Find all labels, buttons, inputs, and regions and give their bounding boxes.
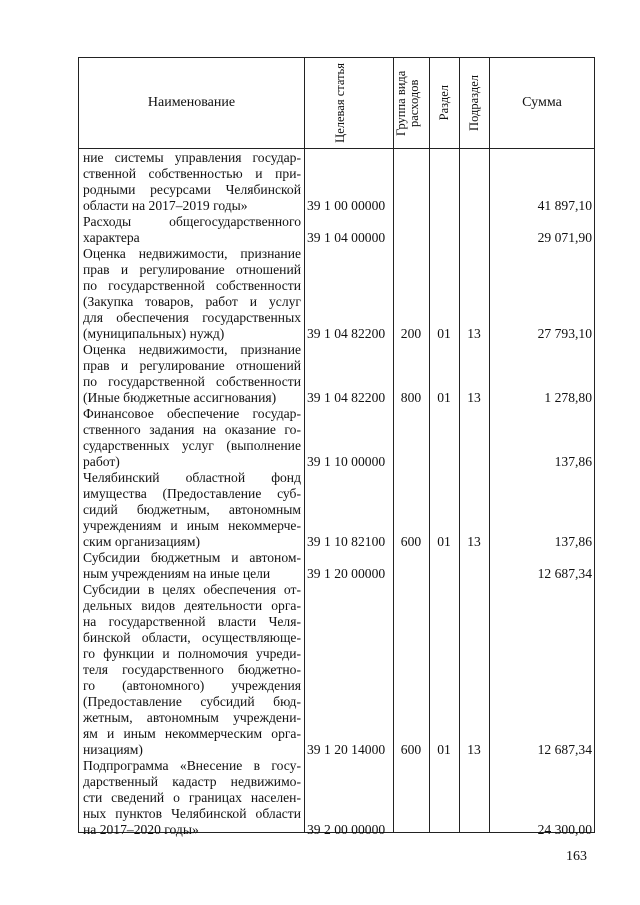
- row-name-line: го (автономного) учреждения: [83, 678, 301, 693]
- row-name-line: го функции и полномочия учреди-: [83, 646, 301, 661]
- row-section: 01: [437, 390, 451, 405]
- row-name-line: работ): [83, 454, 120, 469]
- row-name-line: имущества (Предоставление суб-: [83, 486, 301, 501]
- row-subsection: 13: [467, 390, 481, 405]
- row-code: 39 1 10 82100: [307, 534, 386, 549]
- row-name-line: Оценка недвижимости, признание: [83, 246, 301, 261]
- row-name-line: области на 2017–2019 годы»: [83, 198, 248, 213]
- row-section: 01: [437, 742, 451, 757]
- row-name: [83, 150, 301, 214]
- row-name-line: низациям): [83, 742, 143, 757]
- row-name-line: Финансовое обеспечение государ-: [83, 406, 301, 421]
- row-code: 39 1 04 82200: [307, 390, 386, 405]
- row-name: [83, 470, 301, 550]
- row-name-line: прав и регулирование отношений: [83, 262, 301, 277]
- row-name-line: Челябинский областной фонд: [83, 470, 301, 485]
- page-number: 163: [566, 849, 587, 864]
- row-subsection: 13: [467, 742, 481, 757]
- header-group-label: Группа вида расходов: [394, 70, 421, 136]
- row-name-line: на государственной власти Челя-: [83, 614, 301, 629]
- row-name-line: (Предоставление субсидий бюд-: [83, 694, 301, 709]
- row-name-line: ным учреждениям на иные цели: [83, 566, 271, 581]
- header-section: [429, 58, 459, 148]
- row-code: 39 2 00 00000: [307, 822, 386, 837]
- row-name-line: сидий бюджетным, автономным: [83, 502, 301, 517]
- row-code: 39 1 10 00000: [307, 454, 386, 469]
- row-name-line: ние системы управления государ-: [83, 150, 301, 165]
- row-subsection: 13: [467, 326, 481, 341]
- row-code: 39 1 04 00000: [307, 230, 386, 245]
- row-amount: 12 687,34: [537, 566, 592, 581]
- row-name: [83, 214, 301, 246]
- column-divider: [393, 58, 394, 832]
- row-name-line: Субсидии в целях обеспечения от-: [83, 582, 301, 597]
- row-name-line: учреждениям и иным некоммерче-: [83, 518, 301, 533]
- row-name-line: для обеспечения государственных: [83, 310, 301, 325]
- row-amount: 12 687,34: [537, 742, 592, 757]
- row-amount: 137,86: [554, 454, 592, 469]
- row-name: [83, 582, 301, 758]
- row-name-line: (Закупка товаров, работ и услуг: [83, 294, 301, 309]
- row-code: 39 1 20 00000: [307, 566, 386, 581]
- row-name: [83, 550, 301, 582]
- column-divider: [459, 58, 460, 832]
- row-group: 600: [400, 534, 422, 549]
- row-section: 01: [437, 326, 451, 341]
- row-name-line: ственного задания на оказание го-: [83, 422, 301, 437]
- row-name-line: ям и иным некоммерческим орга-: [83, 726, 301, 741]
- row-name-line: Оценка недвижимости, признание: [83, 342, 301, 357]
- row-name-line: прав и регулирование отношений: [83, 358, 301, 373]
- row-amount: 41 897,10: [537, 198, 592, 213]
- column-divider: [304, 58, 305, 832]
- header-group: [393, 58, 429, 148]
- row-name-line: жетным, автономным учреждени-: [83, 710, 301, 725]
- row-name-line: (Иные бюджетные ассигнования): [83, 390, 277, 405]
- row-amount: 24 300,00: [537, 822, 592, 837]
- row-group: 800: [400, 390, 422, 405]
- header-subsection: [459, 58, 489, 148]
- row-name-line: сти сведений о границах населен-: [83, 790, 301, 805]
- row-name-line: сударственных услуг (выполнение: [83, 438, 301, 453]
- row-name-line: характера: [83, 230, 140, 245]
- header-target-label: Целевая статья: [332, 63, 347, 143]
- row-code: 39 1 04 82200: [307, 326, 386, 341]
- budget-table: [78, 57, 595, 837]
- header-divider: [79, 148, 594, 149]
- header-section-label: Раздел: [436, 85, 451, 121]
- header-target: [304, 58, 393, 148]
- header-amount: Сумма: [522, 95, 562, 110]
- row-name-line: по государственной собственности: [83, 374, 301, 389]
- row-group: 600: [400, 742, 422, 757]
- row-code: 39 1 00 00000: [307, 198, 386, 213]
- row-name-line: бинской области, осуществляюще-: [83, 630, 301, 645]
- row-name-line: Подпрограмма «Внесение в госу-: [83, 758, 301, 773]
- row-name: [83, 246, 301, 342]
- row-code: 39 1 20 14000: [307, 742, 386, 757]
- header-subsection-label: Подраздел: [466, 75, 481, 131]
- row-amount: 27 793,10: [537, 326, 592, 341]
- row-name-line: дарственный кадастр недвижимо-: [83, 774, 301, 789]
- row-name-line: ским организациям): [83, 534, 201, 549]
- row-section: 01: [437, 534, 451, 549]
- row-name-line: дельных видов деятельности орга-: [83, 598, 301, 613]
- row-name-line: (муниципальных) нужд): [83, 326, 225, 341]
- row-name-line: на 2017–2020 годы»: [83, 822, 199, 837]
- row-name-line: родными ресурсами Челябинской: [83, 182, 301, 197]
- row-amount: 29 071,90: [537, 230, 592, 245]
- row-name-line: по государственной собственности: [83, 278, 301, 293]
- column-divider: [489, 58, 490, 832]
- column-divider: [429, 58, 430, 832]
- row-subsection: 13: [467, 534, 481, 549]
- row-name-line: ственной собственностью и при-: [83, 166, 301, 181]
- row-name-line: теля государственного бюджетно-: [83, 662, 301, 677]
- row-name: [83, 758, 301, 838]
- row-name-line: Расходы общегосударственного: [83, 214, 301, 229]
- header-name: Наименование: [147, 95, 236, 110]
- row-name-line: ных пунктов Челябинской области: [83, 806, 301, 821]
- row-name: [83, 342, 301, 406]
- row-name-line: Субсидии бюджетным и автоном-: [83, 550, 301, 565]
- row-amount: 1 278,80: [544, 390, 592, 405]
- row-amount: 137,86: [554, 534, 592, 549]
- row-group: 200: [400, 326, 422, 341]
- row-name: [83, 406, 301, 470]
